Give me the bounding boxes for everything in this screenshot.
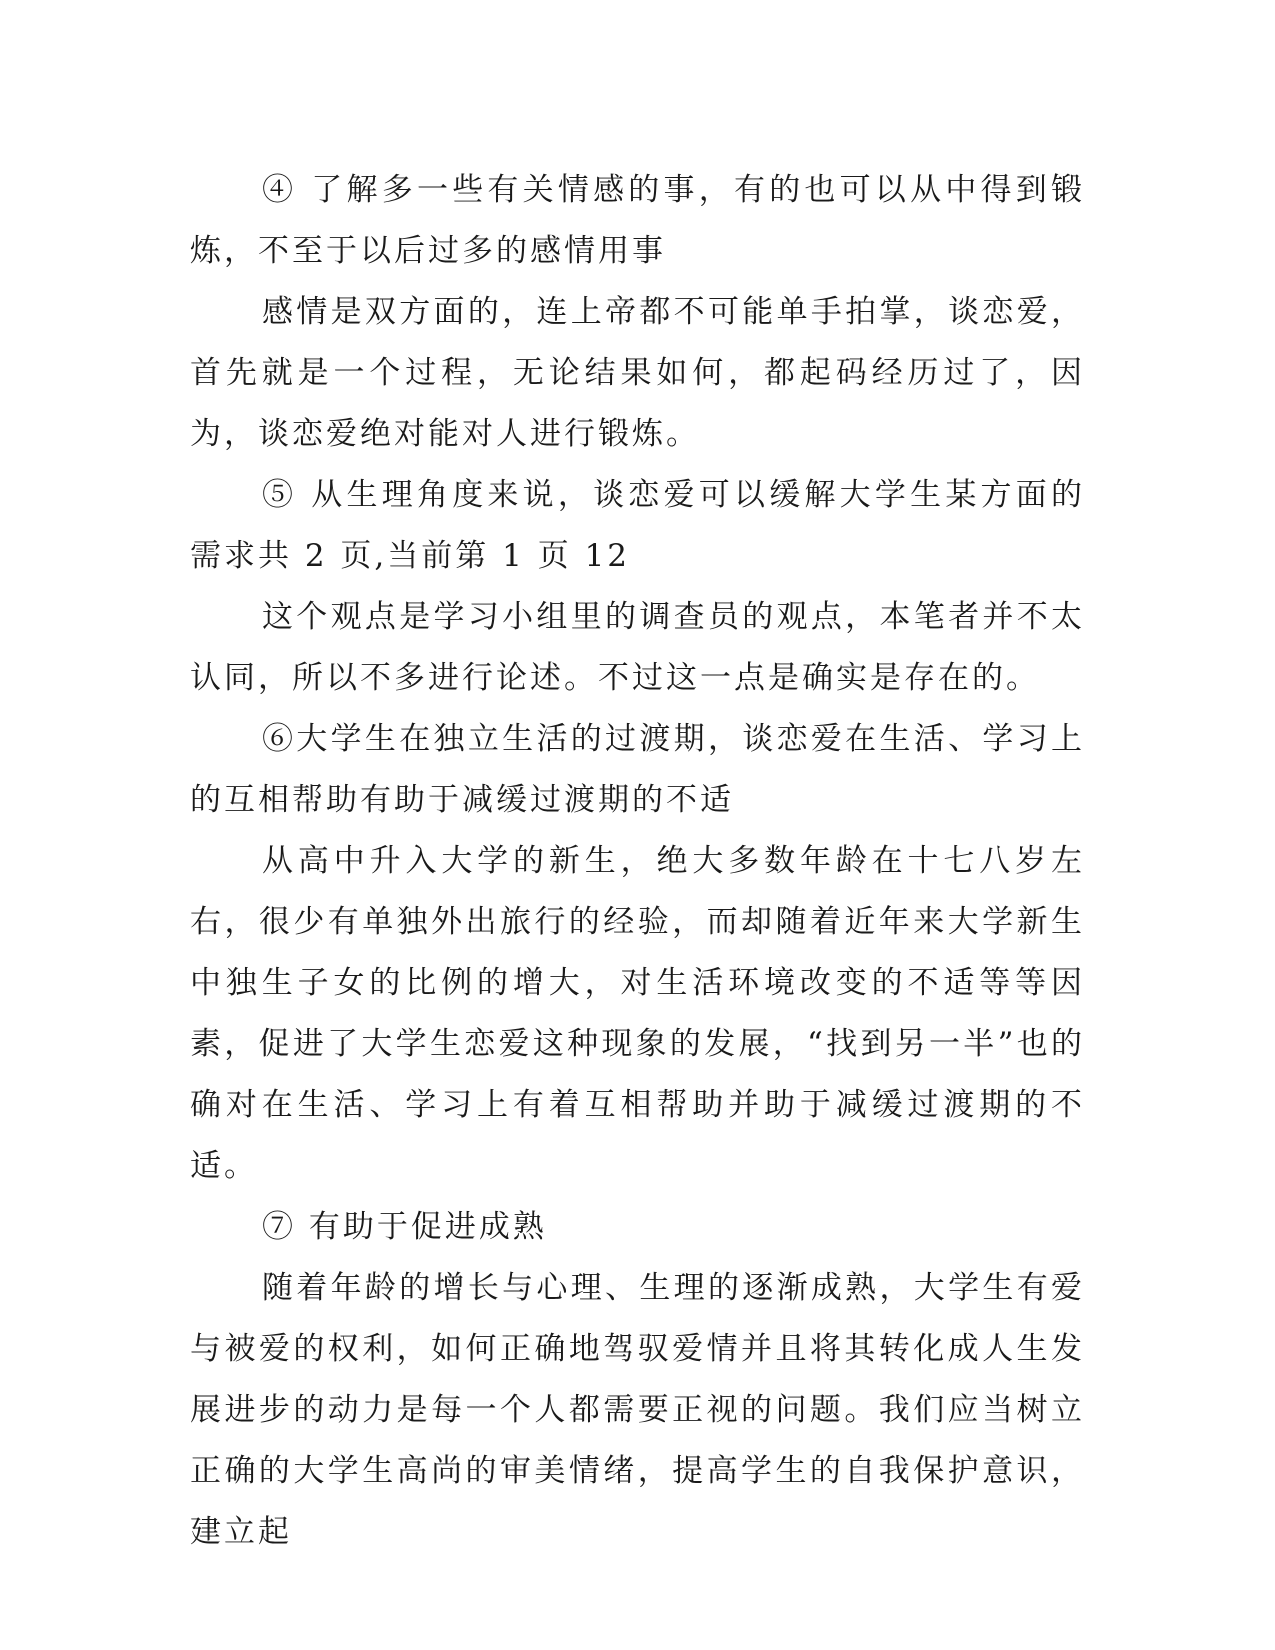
paragraph-point-6-heading: ⑥大学生在独立生活的过渡期，谈恋爱在生活、学习上的互相帮助有助于减缓过渡期的不适	[190, 721, 1085, 818]
paragraph-point-7-heading: ⑦ 有助于促进成熟	[262, 1209, 547, 1245]
paragraph-point-4-heading: ④ 了解多一些有关情感的事，有的也可以从中得到锻炼，不至于以后过多的感情用事	[190, 172, 1085, 269]
paragraph-point-5-body: 这个观点是学习小组里的调查员的观点，本笔者并不太认同，所以不多进行论述。不过这一点是确实是存在的。	[190, 599, 1085, 696]
paragraph-point-5-heading: ⑤ 从生理角度来说，谈恋爱可以缓解大学生某方面的需求共 2 页,当前第 1 页 12	[190, 477, 1085, 574]
paragraph-point-6-body: 从高中升入大学的新生，绝大多数年龄在十七八岁左右，很少有单独外出旅行的经验，而却随着近年来大学新生中独生子女的比例的增大，对生活环境改变的不适等等因素，促进了大学生恋爱这种现象的发展，“找到另一半”也的确对在生活、学习上有着互相帮助并助于减缓过渡期的不适。	[190, 843, 1085, 1184]
paragraph-point-7-body: 随着年龄的增长与心理、生理的逐渐成熟，大学生有爱与被爱的权利，如何正确地驾驭爱情并且将其转化成人生发展进步的动力是每一个人都需要正视的问题。我们应当树立正确的大学生高尚的审美情绪，提高学生的自我保护意识，建立起	[190, 1270, 1085, 1550]
document-body	[190, 160, 1085, 1563]
paragraph-point-4-body: 感情是双方面的，连上帝都不可能单手拍掌，谈恋爱，首先就是一个过程，无论结果如何，都起码经历过了，因为，谈恋爱绝对能对人进行锻炼。	[190, 294, 1085, 452]
